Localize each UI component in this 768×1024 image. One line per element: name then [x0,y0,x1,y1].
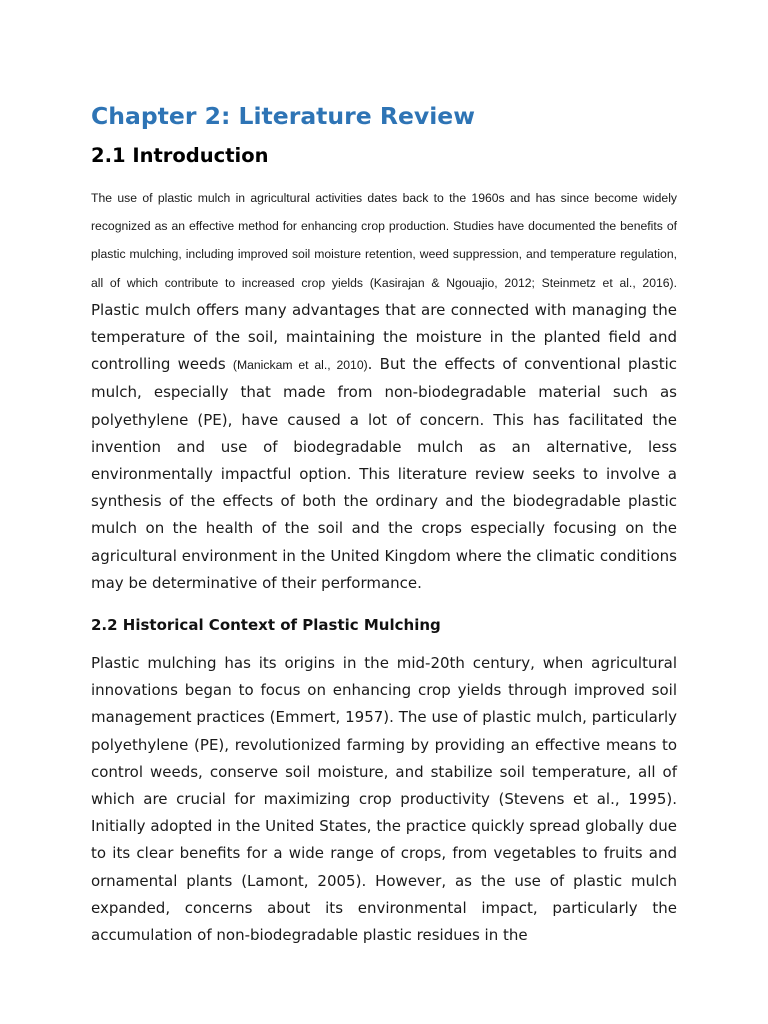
historical-context-paragraph: Plastic mulching has its origins in the mid-20th century, when agricultural innovations began to focus on enhancing crop yields through improved soil management practices (Emmert, 1957). The use of plastic mulch, particularly polyethylene (PE), revolutionized farming by providing an effective means to control weeds, conserve soil moisture, and stabilize soil temperature, all of which are crucial for maximizing crop productivity (Stevens et al., 1995). Initially adopted in the United States, the practice quickly spread globally due to its clear benefits for a wide range of crops, from vegetables to fruits and ornamental plants (Lamont, 2005). However, as the use of plastic mulch expanded, concerns about its environmental impact, particularly the accumulation of non-biodegradable plastic residues in the [91,654,677,945]
introduction-small-text: The use of plastic mulch in agricultural activities dates back to the 1960s and has since become widely recognized as an effective method for enhancing crop production. Studies have documented the benefits of plastic mulching, including improved soil moisture retention, weed suppression, and temperature regulation, all of which contribute to increased crop yields (Kasirajan & Ngouajio, 2012; Steinmetz et al., 2016). [91,191,677,290]
introduction-text-1: Plastic mulch offers many advantages that are connected with managing the temperature of the soil, maintaining the moisture in the planted field and controlling weeds [91,300,677,374]
introduction-text-2: . But the effects of conventional plastic mulch, especially that made from non-biodegradable material such as polyethylene (PE), have caused a lot of concern. This has facilitated the invention and use of biodegradable mulch as an alternative, less environmentally impactful option. This literature review seeks to involve a synthesis of the effects of both the ordinary and the biodegradable plastic mulch on the health of the soil and the crops especially focusing on the agricultural environment in the United Kingdom where the climatic conditions may be determinative of their performance. [91,355,677,592]
chapter-title: Chapter 2: Literature Review [91,102,475,130]
introduction-citation: (Manickam et al., 2010) [232,358,368,373]
section-title-historical-context: 2.2 Historical Context of Plastic Mulching [91,616,441,635]
document-page [91,100,677,949]
section-title-introduction: 2.1 Introduction [91,144,269,167]
introduction-paragraph [91,184,677,597]
